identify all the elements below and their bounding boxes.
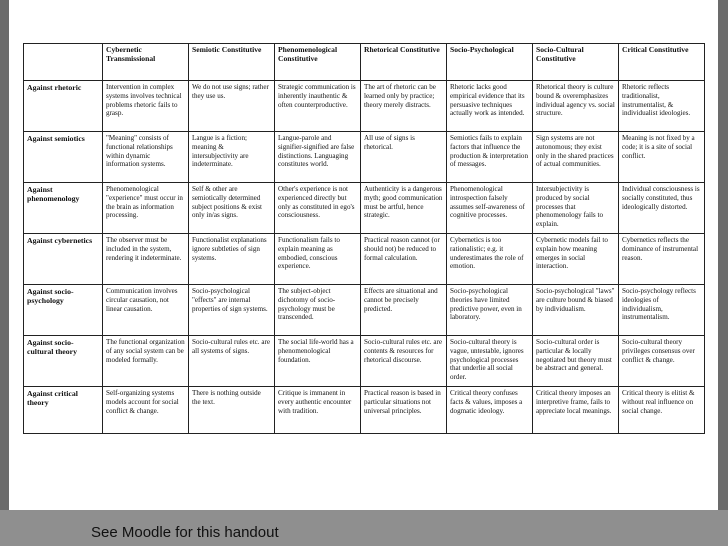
table-cell: Meaning is not fixed by a code; it is a site of social conflict. <box>619 132 705 183</box>
handout-caption: See Moodle for this handout <box>91 524 279 541</box>
row-header: Against phenomenology <box>24 183 103 234</box>
table-cell: Effects are situational and cannot be precisely predicted. <box>361 285 447 336</box>
table-cell: Intersubjectivity is produced by social processes that phenomenology fails to explain. <box>533 183 619 234</box>
table-cell: Socio-psychological "effects" are internal properties of sign systems. <box>189 285 275 336</box>
table-cell: Socio-cultural rules etc. are all systems of signs. <box>189 336 275 387</box>
table-cell: Self & other are semiotically determined subject positions & exist only in/as signs. <box>189 183 275 234</box>
row-header: Against semiotics <box>24 132 103 183</box>
table-cell: The social life-world has a phenomenological foundation. <box>275 336 361 387</box>
table-row <box>24 81 705 132</box>
table-cell: Socio-psychology reflects ideologies of individualism, instrumentalism. <box>619 285 705 336</box>
table-cell: Critical theory is elitist & without real influence on social change. <box>619 387 705 434</box>
table-cell: Socio-cultural rules etc. are contents & resources for rhetorical discourse. <box>361 336 447 387</box>
table-row <box>24 183 705 234</box>
table-cell: Phenomenological "experience" must occur in the brain as information processing. <box>103 183 189 234</box>
row-header: Against socio-psychology <box>24 285 103 336</box>
table-cell: Socio-psychological theories have limited predictive power, even in laboratory. <box>447 285 533 336</box>
table-cell: All use of signs is rhetorical. <box>361 132 447 183</box>
table-cell: Cybernetics reflects the dominance of instrumental reason. <box>619 234 705 285</box>
table-row <box>24 387 705 434</box>
table-cell: Practical reason cannot (or should not) be reduced to formal calculation. <box>361 234 447 285</box>
row-header: Against cybernetics <box>24 234 103 285</box>
row-header: Against socio-cultural theory <box>24 336 103 387</box>
table-cell: Sign systems are not autonomous; they exist only in the shared practices of actual communities. <box>533 132 619 183</box>
header-cell: Critical Constitutive <box>619 44 705 81</box>
traditions-comparison-table <box>23 43 705 434</box>
table-cell: Langue is a fiction; meaning & intersubjectivity are indeterminate. <box>189 132 275 183</box>
table-cell: Functionalist explanations ignore subtleties of sign systems. <box>189 234 275 285</box>
table-cell: Other's experience is not experienced directly but only as constituted in ego's consciousness. <box>275 183 361 234</box>
table-cell: Semiotics fails to explain factors that influence the production & interpretation of messages. <box>447 132 533 183</box>
table-cell: Cybernetics is too rationalistic; e.g. it underestimates the role of emotion. <box>447 234 533 285</box>
table-cell: Socio-cultural theory is vague, untestable, ignores psychological processes that underlie all social order. <box>447 336 533 387</box>
table-cell: Langue-parole and signifier-signified are false distinctions. Languaging constitutes world. <box>275 132 361 183</box>
table-cell: Individual consciousness is socially constituted, thus ideologically distorted. <box>619 183 705 234</box>
row-header: Against critical theory <box>24 387 103 434</box>
table-cell: Socio-cultural theory privileges consensus over conflict & change. <box>619 336 705 387</box>
table-row <box>24 132 705 183</box>
table-cell: Strategic communication is inherently inauthentic & often counterproductive. <box>275 81 361 132</box>
table-cell: Critical theory confuses facts & values, imposes a dogmatic ideology. <box>447 387 533 434</box>
table-row <box>24 336 705 387</box>
table-cell: The functional organization of any social system can be modeled formally. <box>103 336 189 387</box>
table-cell: Self-organizing systems models account for social conflict & change. <box>103 387 189 434</box>
table-cell: The subject-object dichotomy of socio-psychology must be transcended. <box>275 285 361 336</box>
header-cell: Cybernetic Transmissional <box>103 44 189 81</box>
table-cell: Phenomenological introspection falsely assumes self-awareness of cognitive processes. <box>447 183 533 234</box>
header-cell <box>24 44 103 81</box>
table-cell: Rhetoric reflects traditionalist, instrumentalist, & individualist ideologies. <box>619 81 705 132</box>
table-cell: Communication involves circular causation, not linear causation. <box>103 285 189 336</box>
table-cell: Critique is immanent in every authentic encounter with tradition. <box>275 387 361 434</box>
table-row <box>24 285 705 336</box>
header-cell: Socio-Psychological <box>447 44 533 81</box>
table-row <box>24 234 705 285</box>
table-cell: Critical theory imposes an interpretive frame, fails to appreciate local meanings. <box>533 387 619 434</box>
table-cell: Intervention in complex systems involves technical problems rhetoric fails to grasp. <box>103 81 189 132</box>
header-cell: Rhetorical Constitutive <box>361 44 447 81</box>
table-cell: Rhetoric lacks good empirical evidence that its persuasive techniques actually work as intended. <box>447 81 533 132</box>
table-cell: The observer must be included in the system, rendering it indeterminate. <box>103 234 189 285</box>
table-cell: We do not use signs; rather they use us. <box>189 81 275 132</box>
table-cell: There is nothing outside the text. <box>189 387 275 434</box>
right-frame-bar <box>718 0 728 546</box>
left-frame-bar <box>0 0 9 546</box>
table-cell: Practical reason is based in particular situations not universal principles. <box>361 387 447 434</box>
row-header: Against rhetoric <box>24 81 103 132</box>
table-cell: The art of rhetoric can be learned only by practice; theory merely distracts. <box>361 81 447 132</box>
header-row <box>24 44 705 81</box>
table-cell: Cybernetic models fail to explain how meaning emerges in social interaction. <box>533 234 619 285</box>
header-cell: Semiotic Constitutive <box>189 44 275 81</box>
table-cell: Rhetorical theory is culture bound & overemphasizes individual agency vs. social structure. <box>533 81 619 132</box>
table-cell: Authenticity is a dangerous myth; good communication must be artful, hence strategic. <box>361 183 447 234</box>
header-cell: Socio-Cultural Constitutive <box>533 44 619 81</box>
table-cell: Socio-cultural order is particular & locally negotiated but theory must be abstract and general. <box>533 336 619 387</box>
table-cell: Socio-psychological "laws" are culture bound & biased by individualism. <box>533 285 619 336</box>
table-cell: "Meaning" consists of functional relationships within dynamic information systems. <box>103 132 189 183</box>
header-cell: Phenomenological Constitutive <box>275 44 361 81</box>
table-cell: Functionalism fails to explain meaning as embodied, conscious experience. <box>275 234 361 285</box>
